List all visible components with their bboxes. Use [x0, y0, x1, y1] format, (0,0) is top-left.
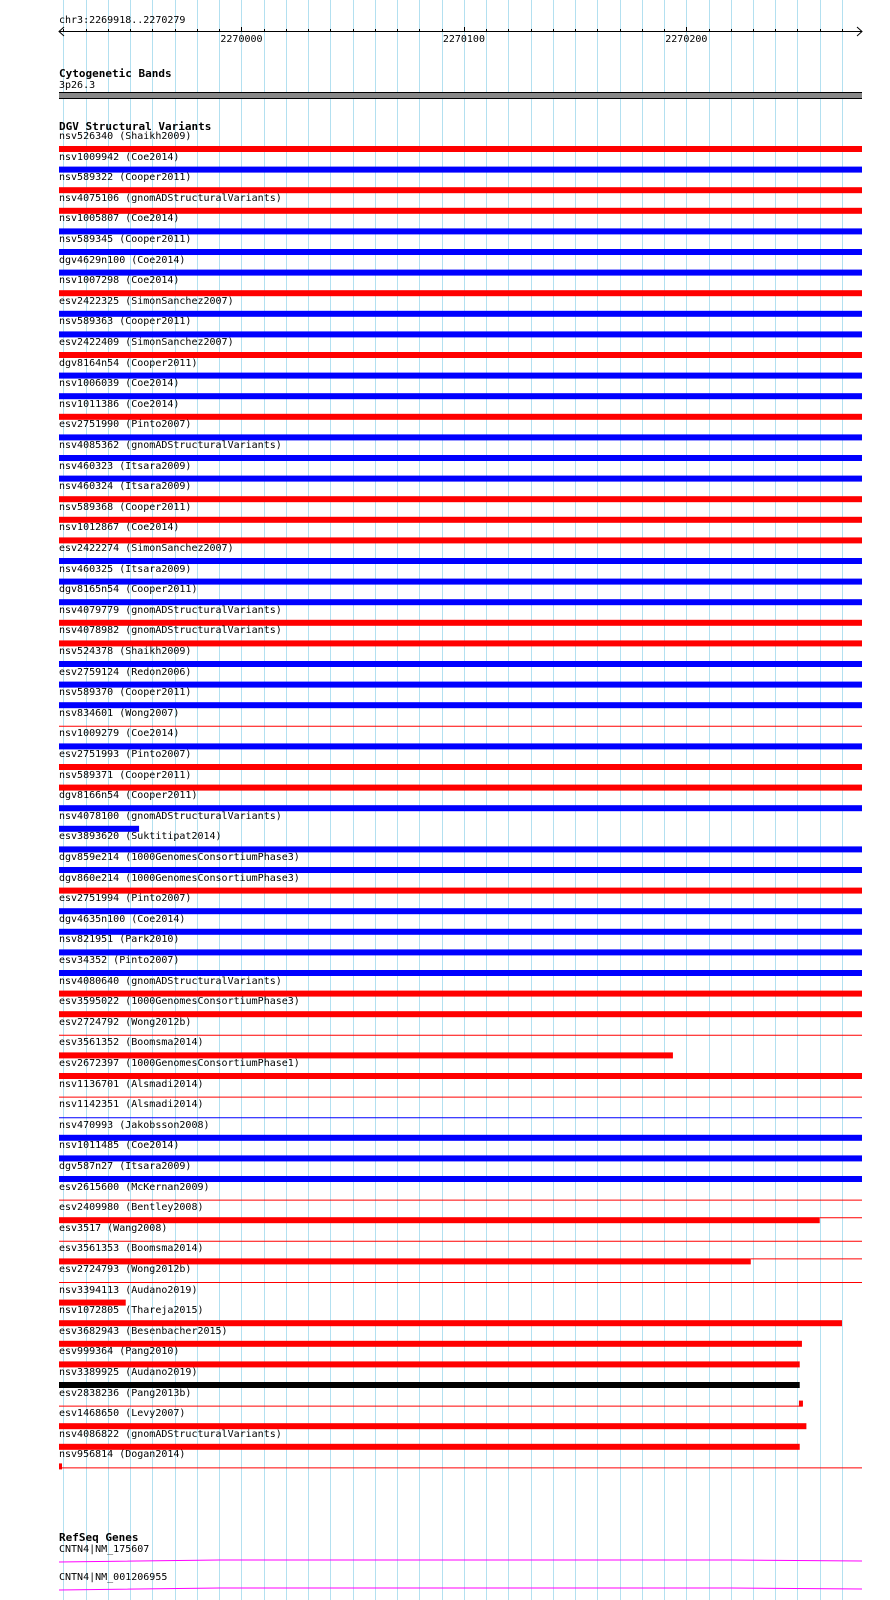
sv-feature-label[interactable]: nsv589371 (Cooper2011) — [59, 769, 192, 781]
gene-transcript-label[interactable]: CNTN4|NM_175607 — [59, 1544, 150, 1555]
sv-feature-label[interactable]: esv3517 (Wang2008) — [59, 1222, 168, 1234]
sv-feature-label[interactable]: esv2422274 (SimonSanchez2007) — [59, 543, 234, 554]
sv-feature-label[interactable]: esv2724793 (Wong2012b) — [59, 1264, 192, 1275]
sv-feature-bar — [59, 373, 862, 379]
sv-feature-label[interactable]: nsv4078100 (gnomADStructuralVariants) — [59, 810, 282, 822]
sv-feature-label[interactable]: dgv4629n100 (Coe2014) — [59, 254, 186, 266]
x-tick-label: 2270200 — [665, 34, 708, 45]
sv-feature-label[interactable]: nsv460323 (Itsara2009) — [59, 460, 192, 472]
sv-feature-label[interactable]: nsv4080640 (gnomADStructuralVariants) — [59, 975, 282, 987]
sv-feature-cap — [59, 1463, 62, 1469]
sv-feature-label[interactable]: dgv4635n100 (Coe2014) — [59, 913, 186, 925]
sv-feature-label[interactable]: esv2615600 (McKernan2009) — [59, 1181, 210, 1193]
sv-feature-label[interactable]: nsv1006039 (Coe2014) — [59, 378, 180, 390]
sv-feature-bar — [59, 1217, 820, 1223]
sv-feature-bar — [59, 146, 862, 152]
sv-feature-label[interactable]: nsv4086822 (gnomADStructuralVariants) — [59, 1428, 282, 1440]
sv-feature-label[interactable]: esv2759124 (Redon2006) — [59, 666, 192, 678]
sv-feature-label[interactable]: esv2422409 (SimonSanchez2007) — [59, 337, 234, 348]
sv-feature-label[interactable]: dgv8164n54 (Cooper2011) — [59, 357, 198, 369]
sv-feature-label[interactable]: nsv470993 (Jakobsson2008) — [59, 1119, 210, 1131]
sv-feature-label[interactable]: nsv1011386 (Coe2014) — [59, 398, 180, 410]
sv-feature-label[interactable]: esv1468650 (Levy2007) — [59, 1408, 186, 1420]
sv-feature-label[interactable]: nsv589322 (Cooper2011) — [59, 172, 192, 184]
sv-feature-label[interactable]: esv3561353 (Boomsma2014) — [59, 1243, 204, 1255]
sv-feature-label[interactable]: nsv460324 (Itsara2009) — [59, 481, 192, 493]
sv-feature-label[interactable]: nsv4078982 (gnomADStructuralVariants) — [59, 625, 282, 637]
sv-feature-label[interactable]: esv2672397 (1000GenomesConsortiumPhase1) — [59, 1058, 300, 1069]
sv-feature-label[interactable]: nsv1009942 (Coe2014) — [59, 151, 180, 163]
sv-feature-label[interactable]: nsv834601 (Wong2007) — [59, 707, 180, 719]
sv-feature-label[interactable]: esv34352 (Pinto2007) — [59, 955, 180, 966]
sv-feature-bar — [59, 270, 862, 276]
sv-feature-label[interactable]: nsv460325 (Itsara2009) — [59, 563, 192, 575]
sv-feature-label[interactable]: nsv1005807 (Coe2014) — [59, 213, 180, 225]
sv-feature-label[interactable]: nsv589370 (Cooper2011) — [59, 687, 192, 699]
gene-track-title[interactable]: RefSeq Genes — [59, 1531, 139, 1544]
sv-feature-label[interactable]: esv2724792 (Wong2012b) — [59, 1016, 192, 1028]
x-tick-label: 2270100 — [442, 34, 485, 45]
sv-feature-label[interactable]: dgv8166n54 (Cooper2011) — [59, 790, 198, 802]
sv-feature-label[interactable]: esv3561352 (Boomsma2014) — [59, 1037, 204, 1049]
sv-feature-bar — [59, 208, 862, 214]
sv-feature-label[interactable]: dgv860e214 (1000GenomesConsortiumPhase3) — [59, 872, 300, 884]
sv-feature-label[interactable]: dgv587n27 (Itsara2009) — [59, 1161, 192, 1172]
sv-feature-label[interactable]: esv999364 (Pang2010) — [59, 1346, 180, 1358]
sv-feature-bar — [59, 517, 862, 523]
sv-feature-label[interactable]: esv2751993 (Pinto2007) — [59, 749, 192, 760]
sv-feature-bar — [59, 929, 862, 935]
sv-feature-label[interactable]: nsv589368 (Cooper2011) — [59, 501, 192, 513]
cytoband-label: 3p26.3 — [59, 80, 96, 91]
sv-feature-label[interactable]: esv2409980 (Bentley2008) — [59, 1202, 204, 1214]
sv-feature-label[interactable]: nsv589363 (Cooper2011) — [59, 316, 192, 328]
sv-feature-label[interactable]: dgv8165n54 (Cooper2011) — [59, 584, 198, 596]
sv-feature-label[interactable]: nsv4075106 (gnomADStructuralVariants) — [59, 192, 282, 204]
sv-feature-label[interactable]: esv2751994 (Pinto2007) — [59, 893, 192, 905]
sv-feature-label[interactable]: esv3682943 (Besenbacher2015) — [59, 1325, 228, 1337]
sv-feature-label[interactable]: dgv859e214 (1000GenomesConsortiumPhase3) — [59, 852, 300, 863]
sv-feature-label[interactable]: nsv3389925 (Audano2019) — [59, 1367, 198, 1378]
sv-feature-label[interactable]: nsv1011485 (Coe2014) — [59, 1140, 180, 1152]
sv-feature-label[interactable]: nsv1009279 (Coe2014) — [59, 728, 180, 740]
sv-feature-label[interactable]: nsv1072805 (Thareja2015) — [59, 1305, 204, 1317]
sv-feature-label[interactable]: nsv526340 (Shaikh2009) — [59, 131, 192, 142]
sv-feature-label[interactable]: nsv4079779 (gnomADStructuralVariants) — [59, 604, 282, 616]
gene-transcript-line — [59, 1560, 862, 1562]
sv-feature-label[interactable]: nsv1012867 (Coe2014) — [59, 522, 180, 534]
sv-feature-label[interactable]: nsv1007298 (Coe2014) — [59, 275, 180, 287]
sv-feature-label[interactable]: esv3595022 (1000GenomesConsortiumPhase3) — [59, 996, 300, 1008]
x-tick-label: 2270000 — [220, 34, 263, 45]
sv-feature-bar — [59, 1135, 862, 1141]
sv-feature-label[interactable]: nsv524378 (Shaikh2009) — [59, 646, 192, 657]
sv-feature-label[interactable]: nsv1142351 (Alsmadi2014) — [59, 1099, 204, 1111]
sv-feature-label[interactable]: esv2751990 (Pinto2007) — [59, 419, 192, 431]
gene-transcript-label[interactable]: CNTN4|NM_001206955 — [59, 1572, 168, 1583]
cytoband-track-title[interactable]: Cytogenetic Bands — [59, 67, 172, 80]
sv-feature-label[interactable]: esv2838236 (Pang2013b) — [59, 1387, 192, 1399]
cytoband-bar — [59, 92, 862, 99]
sv-feature-bar — [59, 702, 862, 708]
sv-feature-label[interactable]: nsv821951 (Park2010) — [59, 934, 180, 946]
sv-feature-bar — [59, 393, 862, 399]
sv-feature-label[interactable]: nsv1136701 (Alsmadi2014) — [59, 1078, 204, 1090]
gene-transcript-line — [59, 1588, 862, 1590]
sv-feature-label[interactable]: nsv589345 (Cooper2011) — [59, 234, 192, 245]
sv-feature-bar — [59, 949, 862, 955]
sv-track-title[interactable]: DGV Structural Variants — [59, 120, 212, 133]
sv-feature-label[interactable]: nsv3394113 (Audano2019) — [59, 1284, 198, 1296]
sv-feature-cap — [799, 1401, 803, 1407]
sv-feature-label[interactable]: esv3893620 (Suktitipat2014) — [59, 831, 222, 843]
sv-feature-label[interactable]: esv2422325 (SimonSanchez2007) — [59, 295, 234, 307]
sv-feature-label[interactable]: nsv4085362 (gnomADStructuralVariants) — [59, 440, 282, 451]
sv-feature-label[interactable]: nsv956814 (Dogan2014) — [59, 1449, 186, 1461]
position-label: chr3:2269918..2270279 — [59, 15, 186, 26]
